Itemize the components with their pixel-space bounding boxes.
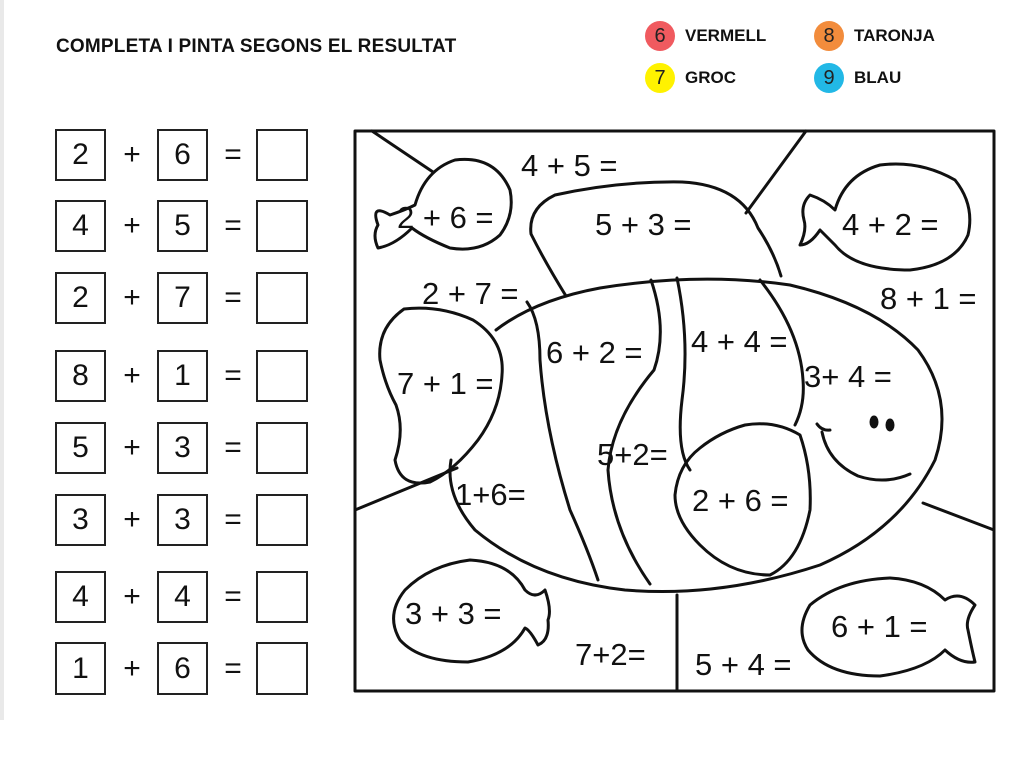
bg-line	[923, 503, 994, 530]
addend-b-box: 7	[157, 272, 208, 324]
addend-a-box: 4	[55, 200, 106, 252]
addend-a-box: 2	[55, 272, 106, 324]
plus-sign: +	[123, 138, 141, 171]
fish-eye	[871, 417, 877, 427]
addend-b-box: 3	[157, 422, 208, 474]
label-bottom-right-bg: 5 + 4 =	[695, 647, 792, 682]
label-dorsal-fin: 5 + 3 =	[595, 207, 692, 242]
plus-sign: +	[123, 652, 141, 685]
label-fish-top-right: 4 + 2 =	[842, 207, 939, 242]
plus-sign: +	[123, 359, 141, 392]
addend-a-box: 4	[55, 571, 106, 623]
label-belly-left: 1+6=	[455, 477, 526, 512]
label-left-bg: 2 + 7 =	[422, 276, 519, 311]
addend-a-box: 5	[55, 422, 106, 474]
legend-dot: 8	[814, 21, 844, 51]
legend-dot: 7	[645, 63, 675, 93]
addend-b-box: 6	[157, 129, 208, 181]
stripe-line	[608, 280, 660, 584]
equals-sign: =	[224, 431, 242, 464]
equals-sign: =	[224, 652, 242, 685]
plus-sign: +	[123, 431, 141, 464]
label-head: 3+ 4 =	[804, 359, 892, 394]
label-right-bg: 8 + 1 =	[880, 281, 977, 316]
legend-label: VERMELL	[685, 26, 767, 45]
addend-a-box: 2	[55, 129, 106, 181]
addend-a-box: 8	[55, 350, 106, 402]
bg-line	[746, 131, 806, 213]
label-stripe-2: 4 + 4 =	[691, 324, 788, 359]
equals-sign: =	[224, 359, 242, 392]
equals-sign: =	[224, 209, 242, 242]
addend-b-box: 6	[157, 642, 208, 695]
equals-sign: =	[224, 281, 242, 314]
addend-b-box: 3	[157, 494, 208, 546]
legend-label: GROC	[685, 68, 736, 87]
label-fish-bottom-left: 3 + 3 =	[405, 596, 502, 631]
label-bottom-center-bg: 7+2=	[575, 637, 646, 672]
legend-label: BLAU	[854, 68, 902, 87]
equals-sign: =	[224, 138, 242, 171]
plus-sign: +	[123, 281, 141, 314]
fish-eye	[887, 420, 893, 430]
label-top-bg: 4 + 5 =	[521, 148, 618, 183]
label-tail: 7 + 1 =	[397, 366, 494, 401]
worksheet-title: COMPLETA I PINTA SEGONS EL RESULTAT	[56, 36, 457, 57]
label-stripe-1: 6 + 2 =	[546, 335, 643, 370]
label-stripe-1-lower: 5+2=	[597, 437, 668, 472]
addend-b-box: 5	[157, 200, 208, 252]
equals-sign: =	[224, 580, 242, 613]
label-fish-bottom-right: 6 + 1 =	[831, 609, 928, 644]
addend-b-box: 1	[157, 350, 208, 402]
label-side-fin: 2 + 6 =	[692, 483, 789, 518]
addend-a-box: 3	[55, 494, 106, 546]
fish-smile	[817, 424, 830, 430]
legend-dot: 9	[814, 63, 844, 93]
addend-b-box: 4	[157, 571, 208, 623]
stripe-line	[677, 278, 690, 470]
plus-sign: +	[123, 580, 141, 613]
legend-label: TARONJA	[854, 26, 935, 45]
legend-dot: 6	[645, 21, 675, 51]
addend-a-box: 1	[55, 642, 106, 695]
bg-line	[372, 131, 433, 172]
plus-sign: +	[123, 503, 141, 536]
fish-smile	[822, 432, 910, 480]
equals-sign: =	[224, 503, 242, 536]
plus-sign: +	[123, 209, 141, 242]
label-fish-top-left: 2 + 6 =	[397, 200, 494, 235]
